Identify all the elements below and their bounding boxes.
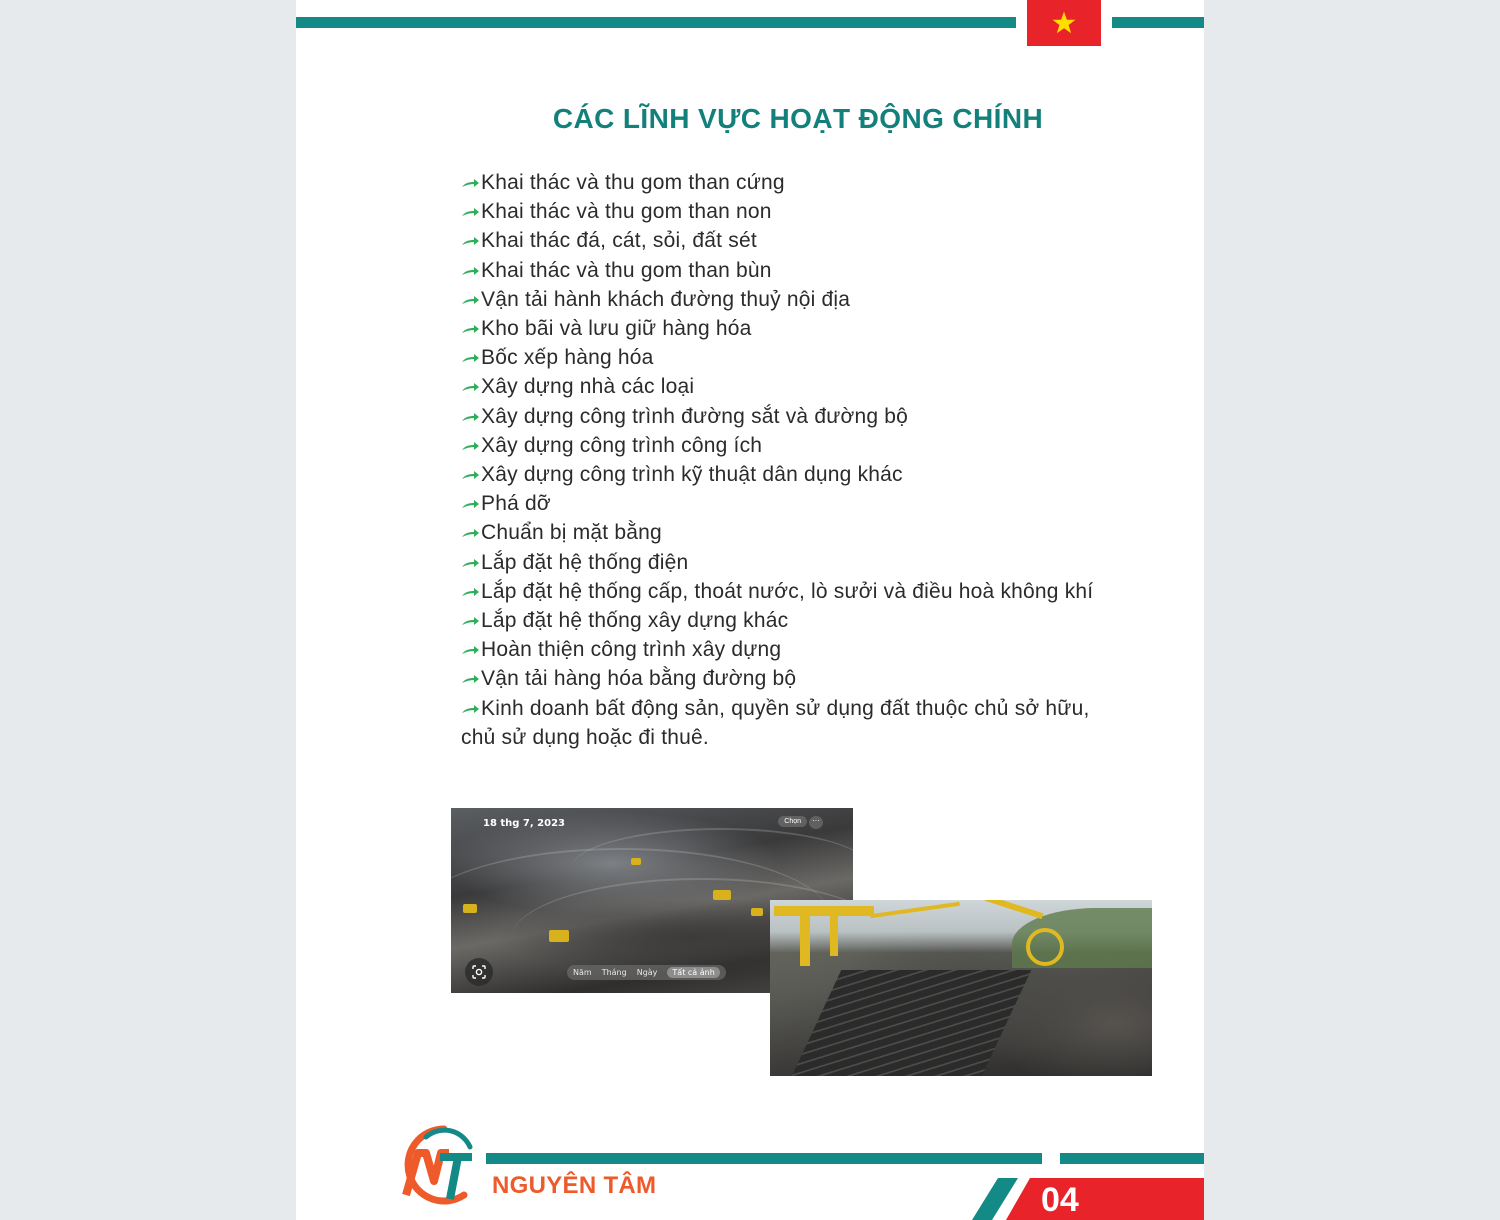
lens-icon[interactable] [465, 958, 493, 986]
photo-view-tabs [567, 965, 726, 980]
tab-day[interactable]: Ngày [636, 968, 658, 977]
arrow-icon [461, 351, 480, 365]
arrow-icon [461, 176, 480, 190]
activity-item [461, 372, 1111, 401]
activity-label: Khai thác đá, cát, sỏi, đất sét [481, 229, 757, 253]
arrow-icon [461, 526, 480, 540]
arrow-icon [461, 468, 480, 482]
activity-item [461, 577, 1111, 606]
page-title: CÁC LĨNH VỰC HOẠT ĐỘNG CHÍNH [552, 103, 1044, 134]
tab-month[interactable]: Tháng [601, 968, 627, 977]
tab-all-photos[interactable]: Tất cả ảnh [667, 967, 719, 978]
activity-item [461, 431, 1111, 460]
activity-label: Khai thác và thu gom than cứng [481, 171, 785, 194]
activity-label: Kho bãi và lưu giữ hàng hóa [481, 317, 752, 341]
activity-item [461, 489, 1111, 518]
activity-label: Phá dỡ [481, 492, 551, 516]
activity-item [461, 518, 1111, 547]
photo-date: 18 thg 7, 2023 [483, 818, 566, 829]
arrow-icon [461, 556, 480, 570]
arrow-icon [461, 439, 480, 453]
activity-item [461, 606, 1111, 635]
activity-item [461, 285, 1111, 314]
arrow-icon [461, 497, 480, 511]
activity-label: Xây dựng công trình đường sắt và đường bộ [481, 404, 909, 428]
activity-item [461, 402, 1111, 431]
vietnam-flag [1027, 0, 1101, 46]
bottom-accent-bar [486, 1153, 1042, 1164]
page-number-tab [972, 1178, 1204, 1220]
top-accent-bar [296, 17, 1016, 28]
activity-item [461, 343, 1111, 372]
activity-label: Khai thác và thu gom than non [481, 200, 772, 224]
activity-label: Bốc xếp hàng hóa [481, 346, 654, 370]
activity-item [461, 548, 1111, 577]
arrow-icon [461, 702, 480, 716]
activity-label: Xây dựng nhà các loại [481, 375, 695, 399]
coal-stockpile-photo [770, 900, 1152, 1076]
star-icon [1051, 10, 1077, 36]
brand-name: NGUYÊN TÂM [492, 1172, 657, 1199]
more-icon[interactable]: ··· [809, 816, 823, 829]
arrow-icon [461, 643, 480, 657]
document-page [296, 0, 1204, 1220]
activity-item [461, 314, 1111, 343]
activity-item [461, 664, 1111, 693]
tab-year[interactable]: Năm [573, 968, 592, 977]
top-accent-bar-right [1112, 17, 1204, 28]
bottom-accent-bar-right [1060, 1153, 1204, 1164]
nguyen-tam-logo [396, 1125, 476, 1209]
activity-item [461, 197, 1111, 226]
activity-item [461, 694, 1111, 752]
activity-item [461, 256, 1111, 285]
activity-item [461, 460, 1111, 489]
activity-label: Vận tải hành khách đường thuỷ nội địa [481, 287, 851, 311]
page-number: 04 [1041, 1181, 1079, 1219]
activity-item [461, 168, 1111, 197]
arrow-icon [461, 234, 480, 248]
arrow-icon [461, 322, 480, 336]
arrow-icon [461, 293, 480, 307]
activity-item [461, 226, 1111, 255]
activity-label: Khai thác và thu gom than bùn [481, 258, 772, 282]
activity-label: Lắp đặt hệ thống xây dựng khác [481, 609, 789, 633]
activity-label: Lắp đặt hệ thống cấp, thoát nước, lò sưởi và điều hoà không khí [481, 579, 1094, 603]
activity-label: Kinh doanh bất động sản, quyền sử dụng đất thuộc chủ sở hữu, chủ sử dụng hoặc đi thuê. [461, 696, 1090, 749]
arrow-icon [461, 585, 480, 599]
arrow-icon [461, 380, 480, 394]
activity-label: Vận tải hàng hóa bằng đường bộ [481, 667, 797, 691]
activity-label: Chuẩn bị mặt bằng [481, 521, 662, 545]
arrow-icon [461, 614, 480, 628]
arrow-icon [461, 672, 480, 686]
activity-label: Xây dựng công trình kỹ thuật dân dụng khác [481, 463, 903, 487]
activity-item [461, 635, 1111, 664]
activity-list [461, 168, 1111, 752]
arrow-icon [461, 410, 480, 424]
activity-label: Lắp đặt hệ thống điện [481, 550, 689, 574]
select-button[interactable]: Chọn [778, 816, 807, 827]
activity-label: Hoàn thiện công trình xây dựng [481, 638, 782, 662]
arrow-icon [461, 264, 480, 278]
activity-label: Xây dựng công trình công ích [481, 433, 763, 457]
arrow-icon [461, 205, 480, 219]
